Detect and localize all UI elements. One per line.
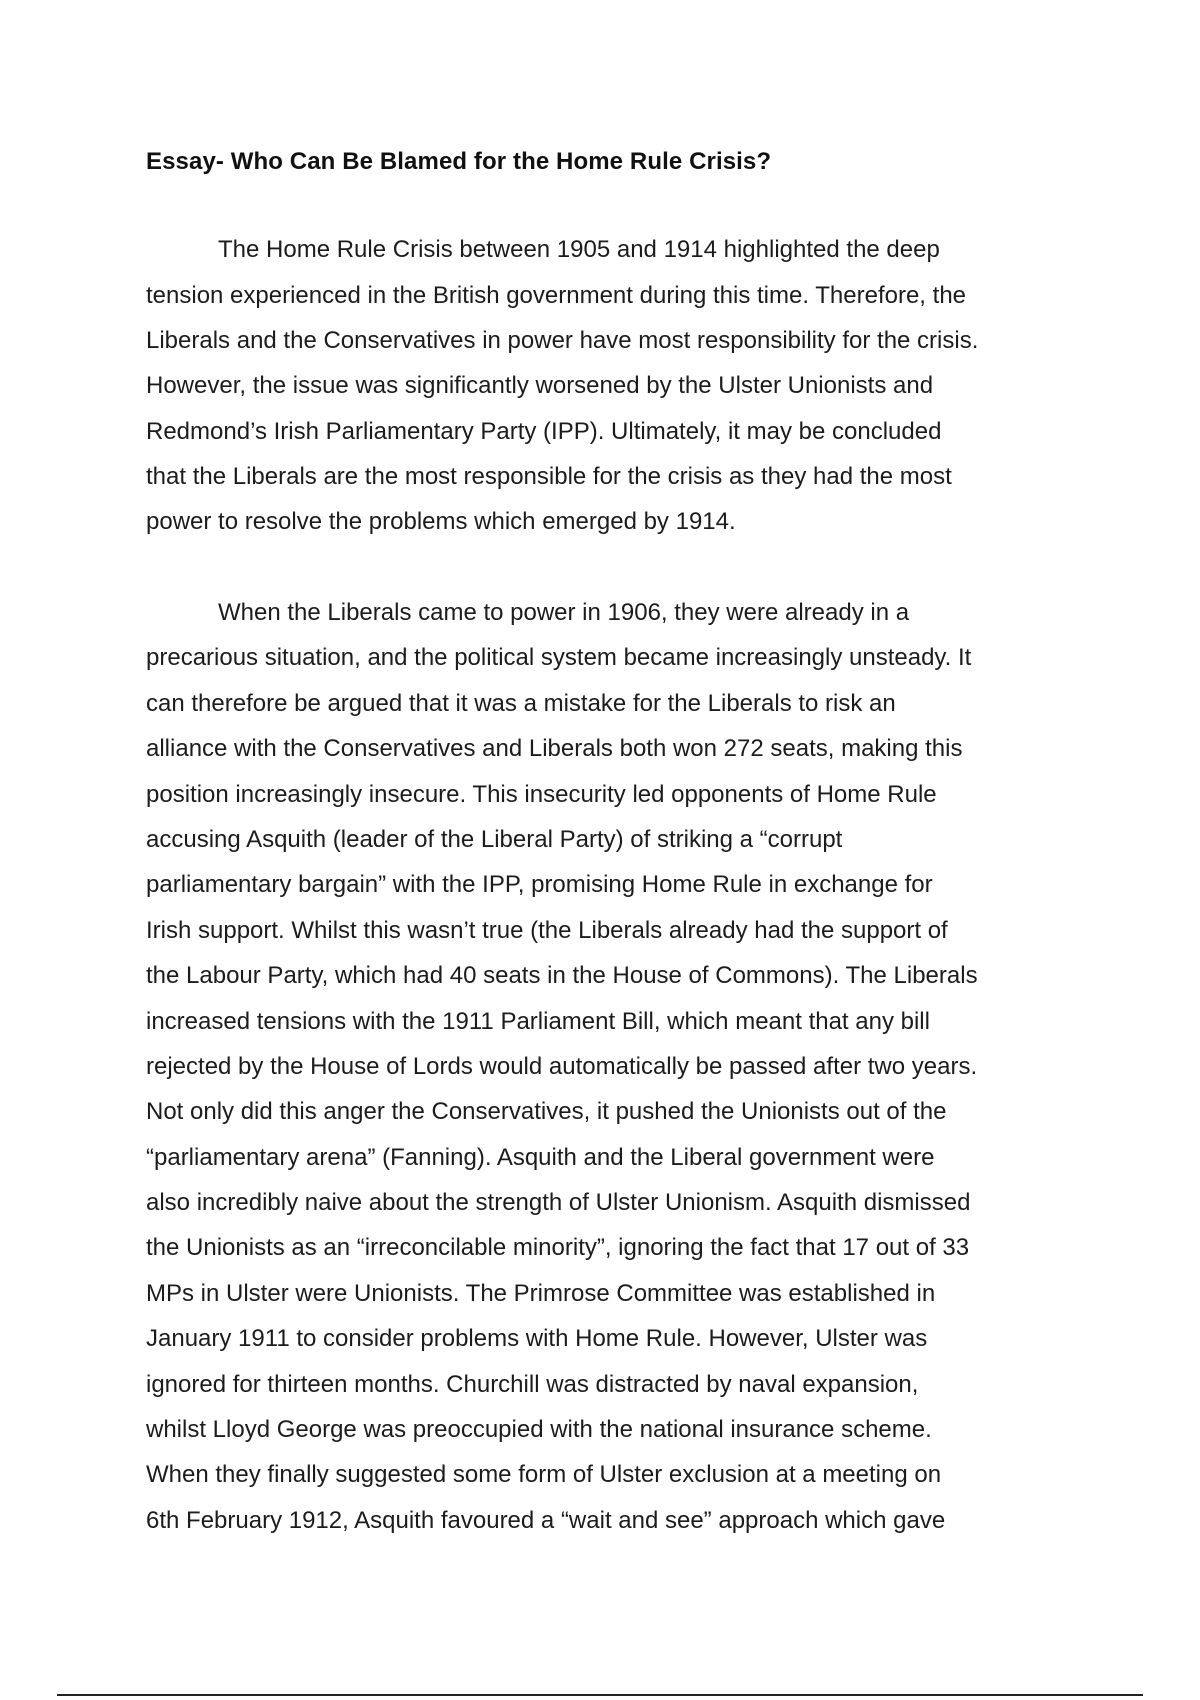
text-line: also incredibly naive about the strength of Ulster Unionism. Asquith dismissed	[146, 1189, 971, 1216]
text-line: MPs in Ulster were Unionists. The Primrose Committee was established in	[146, 1280, 936, 1307]
text-line: Liberals and the Conservatives in power have most responsibility for the crisis.	[146, 327, 979, 354]
text-line: parliamentary bargain” with the IPP, promising Home Rule in exchange for	[146, 871, 933, 898]
text-line: that the Liberals are the most responsible for the crisis as they had the most	[146, 463, 952, 490]
text-line: Not only did this anger the Conservatives, it pushed the Unionists out of the	[146, 1098, 947, 1125]
text-line: 6th February 1912, Asquith favoured a “wait and see” approach which gave	[146, 1507, 946, 1534]
text-line: accusing Asquith (leader of the Liberal Party) of striking a “corrupt	[146, 826, 843, 853]
text-line: rejected by the House of Lords would automatically be passed after two years.	[146, 1053, 978, 1080]
text-line: Redmond’s Irish Parliamentary Party (IPP). Ultimately, it may be concluded	[146, 418, 942, 445]
text-line: “parliamentary arena” (Fanning). Asquith and the Liberal government were	[146, 1144, 935, 1171]
text-line: When they finally suggested some form of Ulster exclusion at a meeting on	[146, 1461, 942, 1488]
text-line: When the Liberals came to power in 1906, they were already in a	[218, 599, 910, 626]
text-line: position increasingly insecure. This insecurity led opponents of Home Rule	[146, 781, 937, 808]
text-line: January 1911 to consider problems with Home Rule. However, Ulster was	[146, 1325, 928, 1352]
text-line: increased tensions with the 1911 Parliament Bill, which meant that any bill	[146, 1008, 930, 1035]
text-line: alliance with the Conservatives and Liberals both won 272 seats, making this	[146, 735, 963, 762]
text-line: precarious situation, and the political system became increasingly unsteady. It	[146, 644, 972, 671]
page-bottom-rule	[57, 1694, 1143, 1696]
text-line: Irish support. Whilst this wasn’t true (the Liberals already had the support of	[146, 917, 948, 944]
text-line: However, the issue was significantly worsened by the Ulster Unionists and	[146, 372, 934, 399]
text-line: The Home Rule Crisis between 1905 and 1914 highlighted the deep	[218, 236, 940, 263]
text-line: can therefore be argued that it was a mistake for the Liberals to risk an	[146, 690, 896, 717]
text-line: power to resolve the problems which emerged by 1914.	[146, 508, 736, 535]
text-line: the Unionists as an “irreconcilable minority”, ignoring the fact that 17 out of 33	[146, 1234, 970, 1261]
text-line: ignored for thirteen months. Churchill was distracted by naval expansion,	[146, 1371, 919, 1398]
text-line: whilst Lloyd George was preoccupied with the national insurance scheme.	[146, 1416, 932, 1443]
text-line: the Labour Party, which had 40 seats in the House of Commons). The Liberals	[146, 962, 978, 989]
text-line: tension experienced in the British government during this time. Therefore, the	[146, 282, 967, 309]
essay-title: Essay- Who Can Be Blamed for the Home Rule Crisis?	[146, 148, 772, 175]
